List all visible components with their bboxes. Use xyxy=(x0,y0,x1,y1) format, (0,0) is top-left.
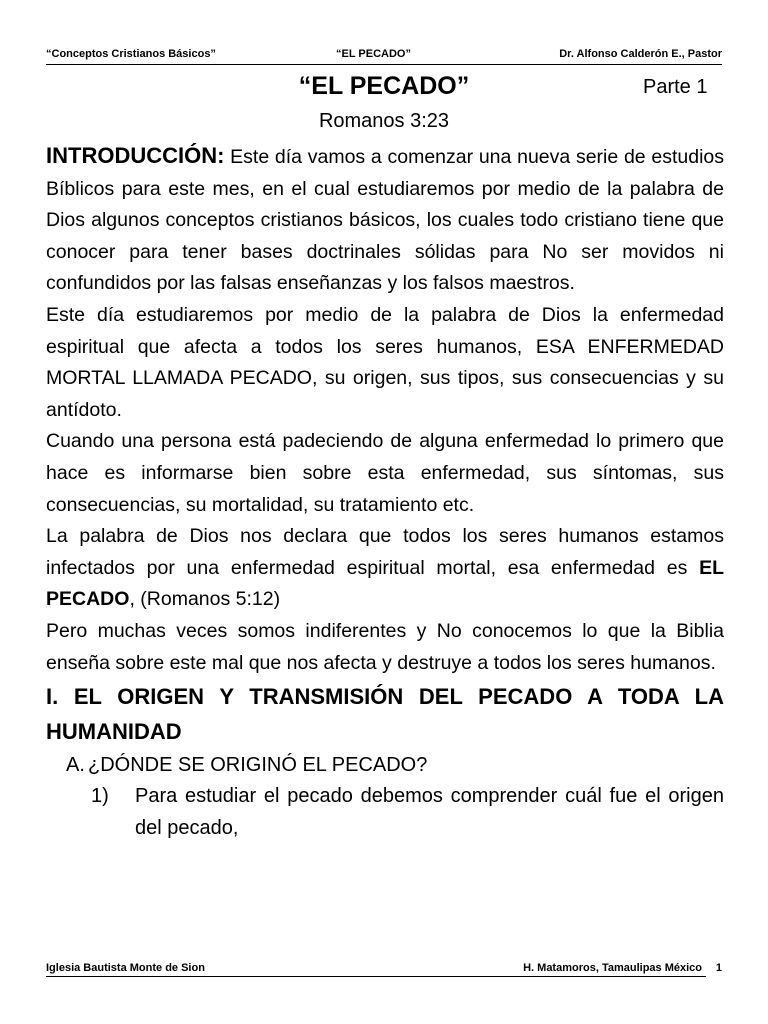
intro-text: Este día vamos a comenzar una nueva serie de estudios Bíblicos para este mes, en el cual estudiaremos por medio de la palabra de Dios algunos conceptos cristianos básicos, los cuales todo cristiano tiene que conocer para tener bases doctrinales sólidas para No ser movidos ni confundidos por las falsas enseñanzas y los falsos maestros. xyxy=(46,146,724,295)
intro-paragraph xyxy=(46,140,724,300)
paragraph-5: Pero muchas veces somos indiferentes y No conocemos lo que la Biblia enseña sobre este mal que nos afecta y destruye a todos los seres humanos. xyxy=(46,619,724,674)
point-text: Para estudiar el pecado debemos comprender cuál fue el origen del pecado, xyxy=(135,785,724,839)
paragraph-3: Cuando una persona está padeciendo de alguna enfermedad lo primero que hace es informarse bien sobre esta enfermedad, sus síntomas, sus consecuencias, su mortalidad, su tratamiento etc. xyxy=(46,430,724,516)
paragraph-4-emphasis: EL PECADO xyxy=(46,556,724,611)
paragraph-2: Este día estudiaremos por medio de la palabra de Dios la enfermedad espiritual que afecta a todos los seres humanos, ESA ENFERMEDAD MORTAL LLAMADA PECADO, su origen, sus tipos, sus consecuencias y su antídoto. xyxy=(46,303,724,421)
footer-divider xyxy=(46,976,706,977)
intro-label: INTRODUCCIÓN: xyxy=(46,143,225,168)
footer-church: Iglesia Bautista Monte de Sion xyxy=(46,962,205,974)
page-footer xyxy=(46,962,722,978)
subsection-title: ¿DÓNDE SE ORIGINÓ EL PECADO? xyxy=(88,754,428,777)
paragraph-4 xyxy=(46,521,724,616)
bible-reference: Romanos 3:23 xyxy=(318,110,450,132)
header-author: Dr. Alfonso Calderón E., Pastor xyxy=(559,48,722,60)
footer-location: H. Matamoros, Tamaulipas México xyxy=(523,962,702,974)
document-body xyxy=(46,140,724,844)
document-title: “EL PECADO” xyxy=(298,72,470,100)
part-label: Parte 1 xyxy=(643,76,708,98)
section-heading: I. EL ORIGEN Y TRANSMISIÓN DEL PECADO A TODA LA HUMANIDAD xyxy=(46,684,724,745)
subsection-marker: A. xyxy=(66,754,85,777)
header-series-title: “Conceptos Cristianos Básicos” xyxy=(46,48,216,60)
paragraph-4-start: La palabra de Dios nos declara que todos los seres humanos estamos infectados por una enfermedad espiritual mortal, esa enfermedad es xyxy=(46,525,724,579)
paragraph-4-end: , (Romanos 5:12) xyxy=(129,588,281,611)
list-point xyxy=(46,781,724,844)
page-header xyxy=(46,44,722,65)
subsection-heading xyxy=(46,749,724,781)
point-marker: 1) xyxy=(91,785,109,808)
header-topic: “EL PECADO” xyxy=(336,48,411,60)
page-number: 1 xyxy=(715,962,722,974)
